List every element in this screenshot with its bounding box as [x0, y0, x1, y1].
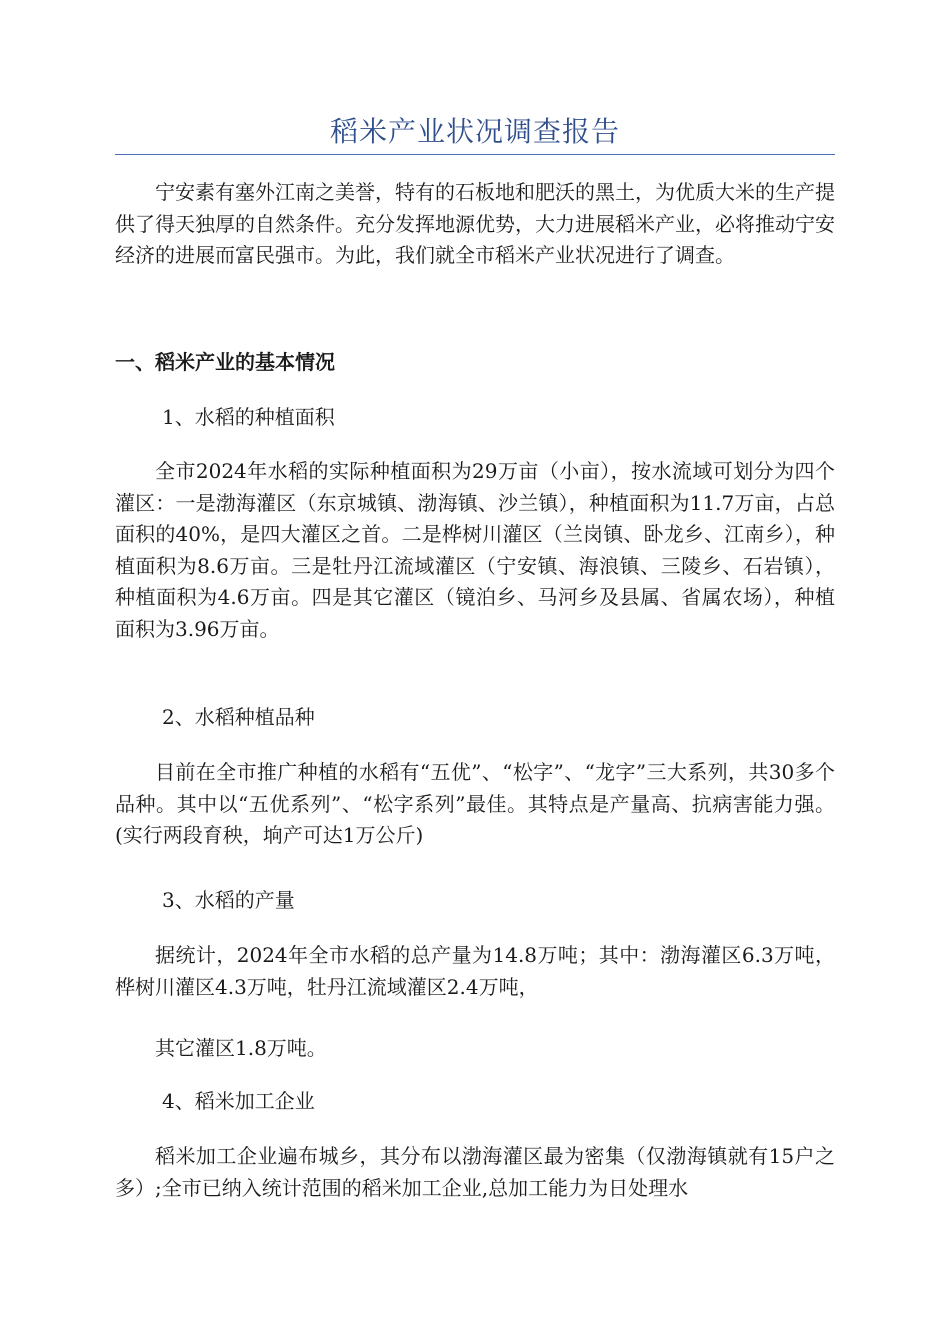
paragraph-varieties: 目前在全市推广种植的水稻有“五优”、“松字”、“龙字”三大系列，共30多个品种。其中以“五优系列”、“松字系列”最佳。其特点是产量高、抗病害能力强。(实行两段育秧，垧产可达1万公斤) — [115, 760, 835, 847]
title-underline — [115, 154, 835, 155]
paragraph-yield: 据统计，2024年全市水稻的总产量为14.8万吨；其中：渤海灌区6.3万吨，桦树川灌区4.3万吨，牡丹江流域灌区2.4万吨， — [115, 943, 835, 999]
paragraph-yield-continued: 其它灌区1.8万吨。 — [155, 1036, 327, 1060]
paragraph-planting-area: 全市2024年水稻的实际种植面积为29万亩（小亩），按水流域可划分为四个灌区：一是渤海灌区（东京城镇、渤海镇、沙兰镇），种植面积为11.7万亩，占总面积的40%，是四大灌区之首。二是桦树川灌区（兰岗镇、卧龙乡、江南乡），种植面积为8.6万亩。三是牡丹江流域灌区（宁安镇、海浪镇、三陵乡、石岩镇），种植面积为4.6万亩。四是其它灌区（镜泊乡、马河乡及县属、省属农场），种植面积为3.96万亩。 — [115, 459, 835, 641]
subheading-planting-area: 1、水稻的种植面积 — [162, 405, 335, 429]
subheading-varieties: 2、水稻种植品种 — [162, 705, 315, 729]
subheading-yield: 3、水稻的产量 — [162, 888, 295, 912]
intro-paragraph: 宁安素有塞外江南之美誉，特有的石板地和肥沃的黑土，为优质大米的生产提供了得天独厚的自然条件。充分发挥地源优势，大力进展稻米产业，必将推动宁安经济的进展而富民强市。为此，我们就全市稻米产业状况进行了调查。 — [115, 180, 835, 267]
subheading-processing: 4、稻米加工企业 — [162, 1089, 315, 1113]
paragraph-processing: 稻米加工企业遍布城乡，其分布以渤海灌区最为密集（仅渤海镇就有15户之多）;全市已纳入统计范围的稻米加工企业,总加工能力为日处理水 — [115, 1144, 835, 1200]
document-title: 稻米产业状况调查报告 — [329, 115, 620, 148]
section-heading-basic-situation: 一、稻米产业的基本情况 — [115, 350, 335, 374]
